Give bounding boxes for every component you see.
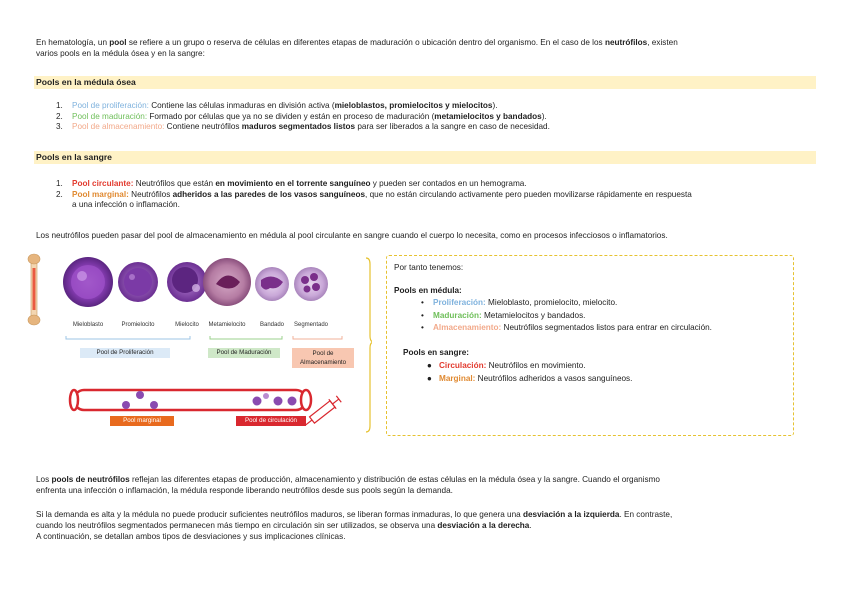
list-item: 3. Pool de almacenamiento: Contiene neutrófilos maduros segmentados listos para ser liberados a la sangre en caso de necesidad. bbox=[56, 122, 550, 131]
transition-paragraph: Los neutrófilos pueden pasar del pool de almacenamiento en médula al pool circulante en sangre cuando el cuerpo lo necesita, como en procesos infecciosos o inflamatorios. bbox=[36, 231, 668, 240]
cell-label: Segmentado bbox=[293, 322, 329, 328]
list-item: 2. Pool de maduración: Formado por células que ya no se dividen y están en proceso de maduración (metamielocitos y bandados). bbox=[56, 111, 547, 121]
summary-medula-title: Pools en médula: bbox=[394, 286, 462, 295]
list-item: 1. Pool de proliferación: Contiene las células inmaduras en división activa (mieloblastos, promielocitos y mielocitos). bbox=[56, 101, 498, 110]
pool-maduracion-label: Pool de Maduración bbox=[208, 348, 280, 358]
cell-label: Mieloblasto bbox=[72, 322, 104, 328]
summary-sangre-list bbox=[423, 360, 783, 385]
summary-lead: Por tanto tenemos: bbox=[394, 263, 464, 272]
cell-metamielocito-image bbox=[203, 258, 251, 306]
list-item: • Proliferación: Mieloblasto, promielocito, mielocito. bbox=[421, 298, 618, 307]
pool-circulacion-label: Pool de circulación bbox=[236, 416, 306, 426]
intro-paragraph: En hematología, un pool se refiere a un grupo o reserva de células en diferentes etapas de maduración o ubicación dentro del organismo. En el caso de los neutrófilos, existen varios pools en la médula ósea y en la sangre: bbox=[36, 38, 678, 58]
section-heading-medula: Pools en la médula ósea bbox=[34, 76, 816, 89]
summary-box bbox=[386, 255, 794, 436]
medula-pools-list bbox=[34, 101, 824, 133]
cell-label: Bandado bbox=[259, 322, 285, 328]
cell-segmentado-image bbox=[294, 267, 328, 301]
pool-proliferacion-label: Pool de Proliferación bbox=[80, 348, 170, 358]
pool-marginal-label: Pool marginal bbox=[110, 416, 174, 426]
list-item: 2. Pool marginal: Neutrófilos adheridos a las paredes de los vasos sanguíneos, que no están circulando activamente pero pueden movilizarse rápidamente en respuesta a una infección o inflamación. bbox=[56, 189, 692, 209]
list-item: ● Marginal: Neutrófilos adheridos a vasos sanguíneos. bbox=[427, 373, 633, 383]
list-item: ● Circulación: Neutrófilos en movimiento. bbox=[427, 361, 586, 370]
cell-label: Promielocito bbox=[121, 322, 155, 328]
section-heading-sangre: Pools en la sangre bbox=[34, 151, 816, 164]
summary-sangre-title: Pools en sangre: bbox=[403, 348, 469, 357]
bone-icon bbox=[28, 254, 40, 325]
closing-paragraph-1: Los pools de neutrófilos reflejan las diferentes etapas de producción, almacenamiento y distribución de estas células en la médula ósea y la sangre. Cuando el organismo enfrenta una infección o inflamación, la médula responde liberando neutrófilos desde sus pools según la demanda. bbox=[36, 475, 660, 495]
cell-label: Metamielocito bbox=[208, 322, 246, 328]
cell-promielocito-image bbox=[118, 262, 158, 302]
pool-almacenamiento-label: Pool de Almacenamiento bbox=[292, 348, 354, 368]
cell-bandado-image bbox=[255, 267, 289, 301]
list-item: • Almacenamiento: Neutrófilos segmentados listos para entrar en circulación. bbox=[421, 323, 712, 332]
cell-label: Mielocito bbox=[175, 322, 199, 328]
neutrophil-pools-figure bbox=[20, 250, 372, 440]
sangre-pools-list bbox=[34, 179, 824, 211]
cell-mielocito-image bbox=[167, 262, 207, 302]
cell-mieloblasto-image bbox=[63, 257, 113, 307]
list-item: • Maduración: Metamielocitos y bandados. bbox=[421, 310, 586, 320]
list-item: 1. Pool circulante: Neutrófilos que están en movimiento en el torrente sanguíneo y pueden ser contados en un hemograma. bbox=[56, 179, 527, 188]
summary-medula-list bbox=[417, 297, 787, 335]
closing-paragraph-2: Si la demanda es alta y la médula no puede producir suficientes neutrófilos maduros, se liberan formas inmaduras, lo que genera una desviación a la izquierda. En contraste, cuando los neutrófilos segmentados permanecen más tiempo en circulación sin ser utilizados, se observa una desviación a la derecha. A continuación, se detallan ambos tipos de desviaciones y sus implicaciones clínicas. bbox=[36, 510, 673, 541]
figure-illustration bbox=[20, 250, 372, 440]
